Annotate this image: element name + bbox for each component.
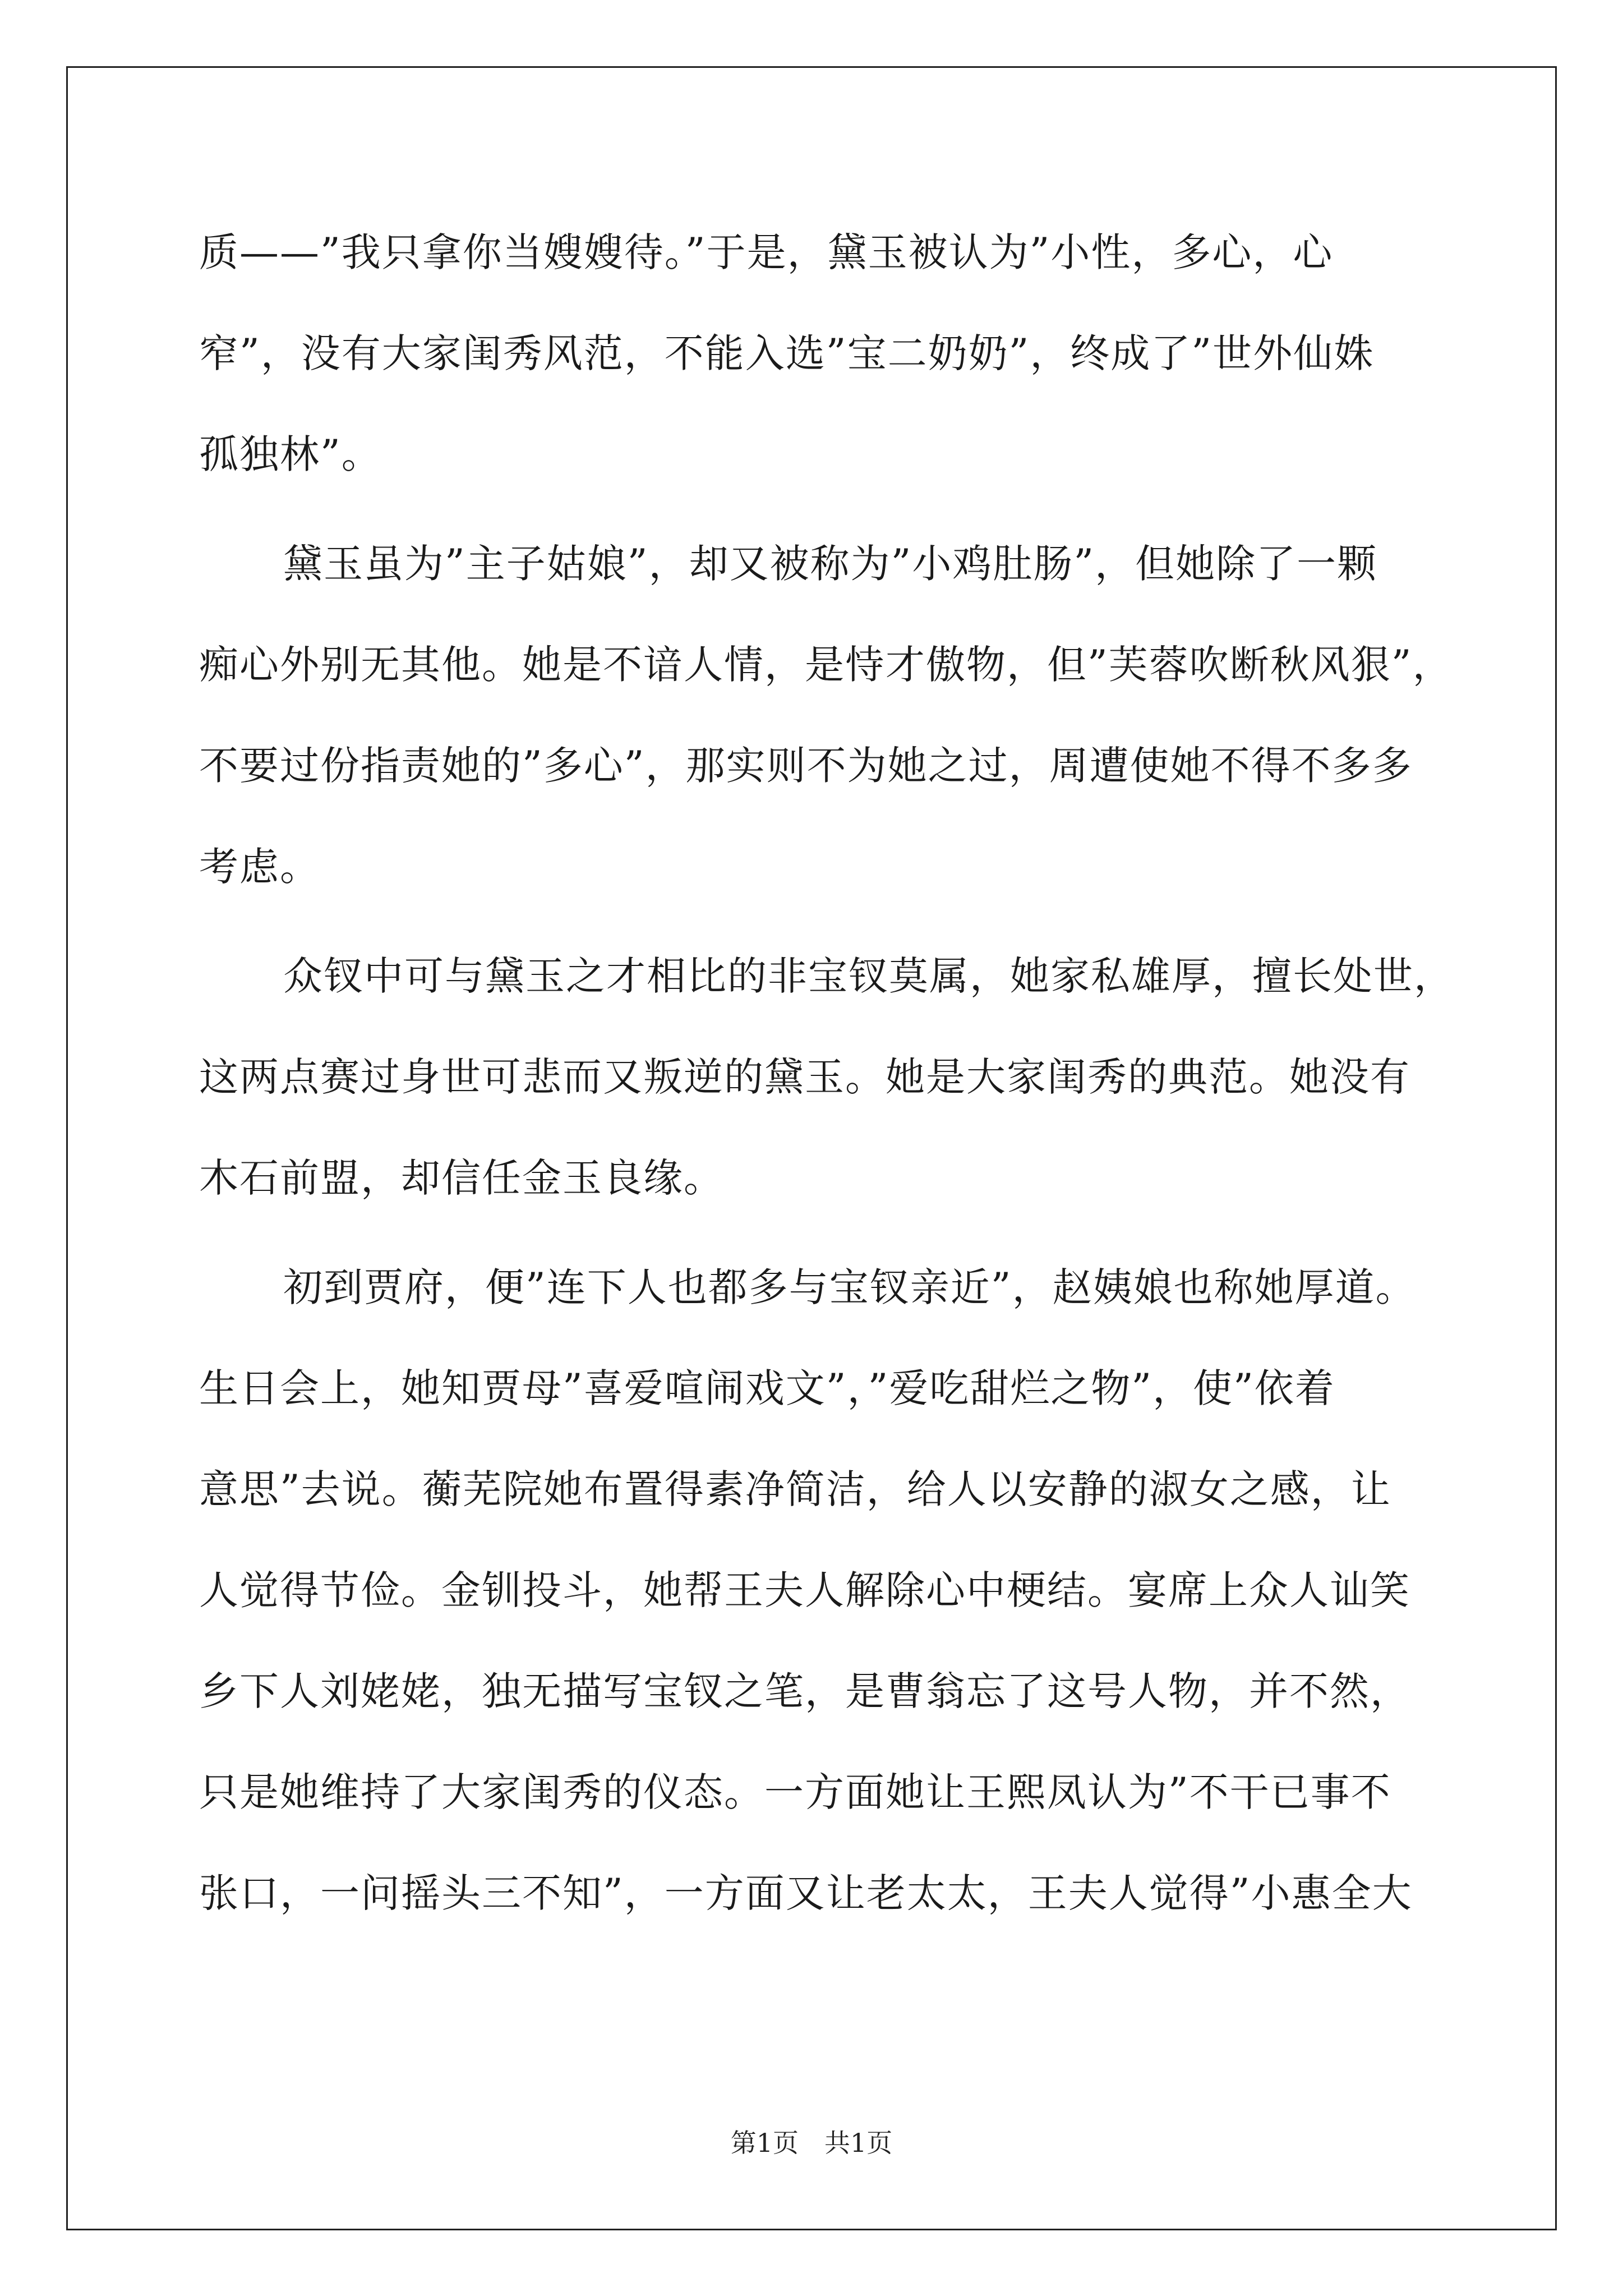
text-line: 张口，一问摇头三不知”，一方面又让老太太，王夫人觉得”小惠全大 <box>199 1870 1413 1916</box>
text-line: 考虑。 <box>199 844 320 890</box>
text-line: 木石前盟，却信任金玉良缘。 <box>199 1155 724 1201</box>
page-number-footer: 第1页 共1页 <box>730 2128 893 2158</box>
text-line: 不要过份指责她的”多心”，那实则不为她之过，周遭使她不得不多多 <box>199 743 1413 789</box>
text-line: 人觉得节俭。金钏投斗，她帮王夫人解除心中梗结。宴席上众人讪笑 <box>199 1567 1410 1613</box>
text-line: 孤独林”。 <box>199 431 382 477</box>
paragraph-first-line: 众钗中可与黛玉之才相比的非宝钗莫属，她家私雄厚，擅长处世， <box>283 953 1454 999</box>
text-line: 窄”，没有大家闺秀风范，不能入选”宝二奶奶”，终成了”世外仙姝 <box>199 330 1375 376</box>
text-line: 乡下人刘姥姥，独无描写宝钗之笔，是曹翁忘了这号人物，并不然， <box>199 1668 1410 1714</box>
text-line: 生日会上，她知贾母”喜爱喧闹戏文”，”爱吃甜烂之物”，使”依着 <box>199 1365 1335 1411</box>
text-line: 这两点赛过身世可悲而又叛逆的黛玉。她是大家闺秀的典范。她没有 <box>199 1054 1410 1100</box>
text-line: 质——”我只拿你当嫂嫂待。”于是，黛玉被认为”小性，多心，心 <box>199 229 1334 275</box>
paragraph-first-line: 黛玉虽为”主子姑娘”，却又被称为”小鸡肚肠”，但她除了一颗 <box>283 541 1378 587</box>
paragraph-first-line: 初到贾府，便”连下人也都多与宝钗亲近”，赵姨娘也称她厚道。 <box>283 1264 1416 1310</box>
text-line: 只是她维持了大家闺秀的仪态。一方面她让王熙凤认为”不干已事不 <box>199 1769 1391 1815</box>
text-line: 意思”去说。蘅芜院她布置得素净简洁，给人以安静的淑女之感，让 <box>199 1466 1391 1512</box>
text-line: 痴心外别无其他。她是不谙人情，是恃才傲物，但”芙蓉吹断秋风狠”， <box>199 642 1453 688</box>
